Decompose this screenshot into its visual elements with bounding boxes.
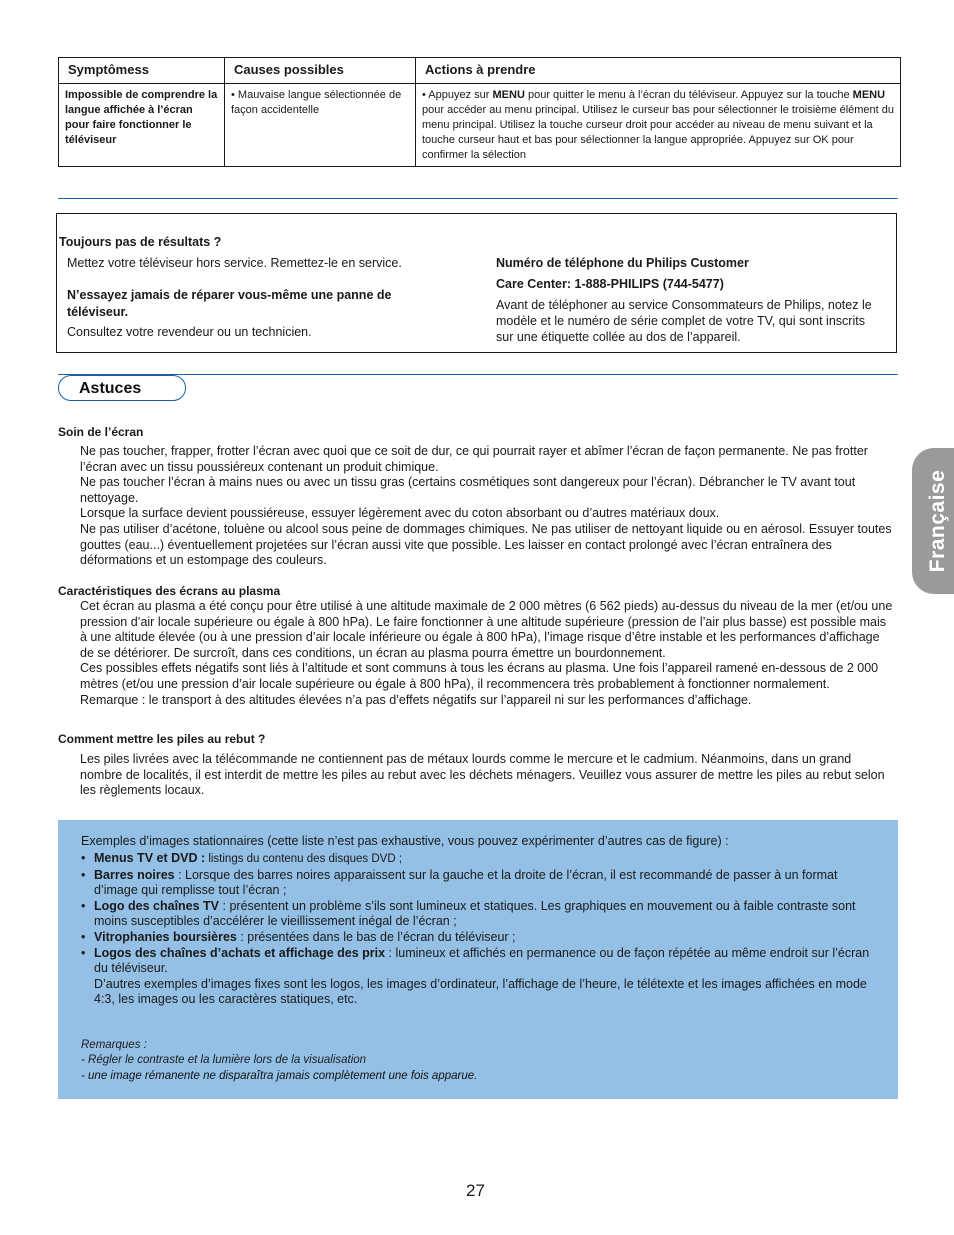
help-heading: Toujours pas de résultats ? — [59, 235, 222, 249]
action-cell — [416, 84, 901, 167]
paragraph: Lorsque la surface devient poussiéreuse, essuyer légèrement avec du coton absorbant ou d’autres matériaux doux. — [80, 506, 720, 521]
remark-afterimage: - une image rémanente ne disparaîtra jamais complètement une fois apparue. — [81, 1070, 478, 1082]
paragraph: Les piles livrées avec la télécommande ne contiennent pas de métaux lourds comme le mercure et le cadmium. Néanmoins, dans un grand nombre de localités, il est interdit de mettre les piles au rebut avec les déchets ménagers. Veuillez vous assurer de mettre les piles au rebut selon les règlements locaux. — [80, 752, 885, 798]
bullet-icon: • — [81, 851, 86, 865]
tips-divider — [58, 374, 898, 375]
section-divider — [58, 198, 898, 199]
help-box — [56, 213, 897, 353]
paragraph: Ne pas toucher l’écran à mains nues ou avec un tissu gras (certains cosmétiques sont dangereux pour l’écran). Débrancher le TV avant tout nettoyage. — [80, 475, 856, 505]
list-item-term: Logo des chaînes TV — [94, 898, 220, 913]
tips-label: Astuces — [58, 375, 186, 401]
symptom-cell: Impossible de comprendre la langue affichée à l’écran pour faire fonctionner le téléviseur — [59, 84, 225, 167]
bullet-icon: • — [81, 929, 86, 944]
header-causes: Causes possibles — [225, 58, 416, 84]
repair-warning: N’essayez jamais de réparer vous-même une panne de téléviseur. — [67, 288, 392, 319]
list-item — [81, 851, 871, 868]
list-item-term: Barres noires — [94, 867, 175, 882]
list-item-term: Logos des chaînes d’achats et affichage des prix — [94, 945, 386, 960]
customer-care-heading: Numéro de téléphone du Philips Customer — [496, 256, 749, 270]
bullet-icon: • — [81, 945, 86, 960]
menu-key-label: MENU — [492, 89, 525, 101]
screen-care-text — [80, 444, 895, 569]
plasma-heading: Caractéristiques des écrans au plasma — [58, 584, 281, 598]
plasma-text — [80, 599, 895, 708]
still-image-note — [58, 820, 898, 1099]
list-item-term: Menus TV et DVD : — [94, 851, 206, 865]
header-symptoms: Symptômess — [59, 58, 225, 84]
list-item-extra: D’autres exemples d’images fixes sont les logos, les images d’ordinateur, l’affichage de l’heure, le télétexte et les images affichées en mode 4:3, les images ou les caractères statiques, etc. — [94, 976, 867, 1007]
remarks-title: Remarques : — [81, 1039, 147, 1051]
help-text-dealer: Consultez votre revendeur ou un technicien. — [67, 325, 312, 339]
list-item-text: : présentées dans le bas de l’écran du téléviseur ; — [236, 929, 516, 944]
table-header-row — [59, 58, 901, 84]
list-item-text: : présentent un problème s’ils sont lumineux et statiques. Les graphiques en mouvement ou à faible contraste sont moins susceptibles d’accélérer le vieillissement inégal de l’écran ; — [94, 898, 856, 929]
list-item — [81, 930, 871, 946]
remark-contrast: - Régler le contraste et la lumière lors de la visualisation — [81, 1054, 367, 1066]
table-row — [59, 84, 901, 167]
batteries-text — [80, 752, 895, 799]
paragraph: Ne pas toucher, frapper, frotter l’écran avec quoi que ce soit de dur, ce qui pourrait rayer et abîmer l’écran de façon permanente. Ne pas frotter l’écran avec un tissu poussiéreux contenant un produit chimique. — [80, 444, 868, 474]
header-actions: Actions à prendre — [416, 58, 901, 84]
note-list — [81, 851, 871, 1008]
batteries-heading: Comment mettre les piles au rebut ? — [58, 732, 266, 746]
action-text: pour accéder au menu principal. Utilisez le curseur bas pour sélectionner le troisième élément du menu principal. Utilisez la touche curseur droit pour accéder au niveau de menu suivant et la touche curseur haut et bas pour sélectionner la langue appropriée. Appuyez sur OK pour confirmer la sélection — [422, 104, 895, 161]
help-text: Mettez votre téléviseur hors service. Remettez-le en service. — [67, 256, 402, 270]
bullet-icon: • — [81, 867, 86, 882]
action-text: pour quitter le menu à l’écran du téléviseur. Appuyez sur la touche — [524, 89, 853, 101]
list-item-text: listings du contenu des disques DVD ; — [205, 853, 403, 865]
screen-care-heading: Soin de l’écran — [58, 425, 144, 439]
paragraph: Remarque : le transport à des altitudes élevées n’a pas d’effets négatifs sur l’appareil ni sur les performances d’affichage. — [80, 692, 752, 707]
language-side-tab — [912, 448, 954, 594]
list-item — [81, 899, 871, 930]
page-number: 27 — [466, 1181, 485, 1200]
troubleshooting-table — [58, 57, 901, 167]
paragraph: Cet écran au plasma a été conçu pour être utilisé à une altitude maximale de 2 000 mètres (6 562 pieds) au-dessus du niveau de la mer (et/ou une pression d’air locale supérieure ou égale à 800 hPa). Le faire fonctionner à une altitude supérieure (pression de l’air plus basse) est possible mais à une altitude élevée (ou à une pression d’air locale inférieure ou égale à 800 hPa), l’image risque d’être instable et les performances d’affichage de se détériorer. De surcroît, dans ces conditions, un écran au plasma pourra émettre un bourdonnement. — [80, 599, 893, 660]
action-text: • Appuyez sur — [422, 89, 493, 101]
cause-cell: • Mauvaise langue sélectionnée de façon accidentelle — [225, 84, 416, 167]
note-intro: Exemples d’images stationnaires (cette liste n’est pas exhaustive, vous pouvez expérimenter d’autres cas de figure) : — [81, 834, 729, 848]
language-label: Française — [926, 469, 949, 573]
list-item-text: : Lorsque des barres noires apparaissent sur la gauche et la droite de l’écran, il est recommandé de passer à un format d’image qui remplisse tout l’écran ; — [94, 867, 838, 898]
list-item-term: Vitrophanies boursières — [94, 929, 237, 944]
bullet-icon: • — [81, 898, 86, 913]
customer-care-text: Avant de téléphoner au service Consommateurs de Philips, notez le modèle et le numéro de série complet de votre TV, qui sont inscrits sur une étiquette collée au dos de l’appareil. — [496, 298, 872, 344]
list-item-text: : lumineux et affichés en permanence ou de façon répétée au même endroit sur l’écran du téléviseur. — [94, 945, 870, 976]
list-item — [81, 868, 871, 899]
menu-key-label: MENU — [852, 89, 886, 101]
list-item — [81, 946, 871, 1008]
paragraph: Ne pas utiliser d’acétone, toluène ou alcool sous peine de dommages chimiques. Ne pas utiliser de nettoyant liquide ou en aérosol. Essuyer toutes gouttes (eau...) éventuellement projetées sur l’écran aussi vite que possible. Les laisser en contact prolongé avec l’écran entraînera des déformations et un estompage des couleurs. — [80, 521, 892, 568]
paragraph: Ces possibles effets négatifs sont liés à l’altitude et sont communs à tous les écrans au plasma. Une fois l’appareil ramené en-dessous de 2 000 mètres (et/ou une pression d’air locale supérieure ou égale à 800 hPa), il recommencera très probablement à fonctionner normalement. — [80, 661, 879, 691]
customer-care-phone: Care Center: 1-888-PHILIPS (744-5477) — [496, 277, 724, 291]
